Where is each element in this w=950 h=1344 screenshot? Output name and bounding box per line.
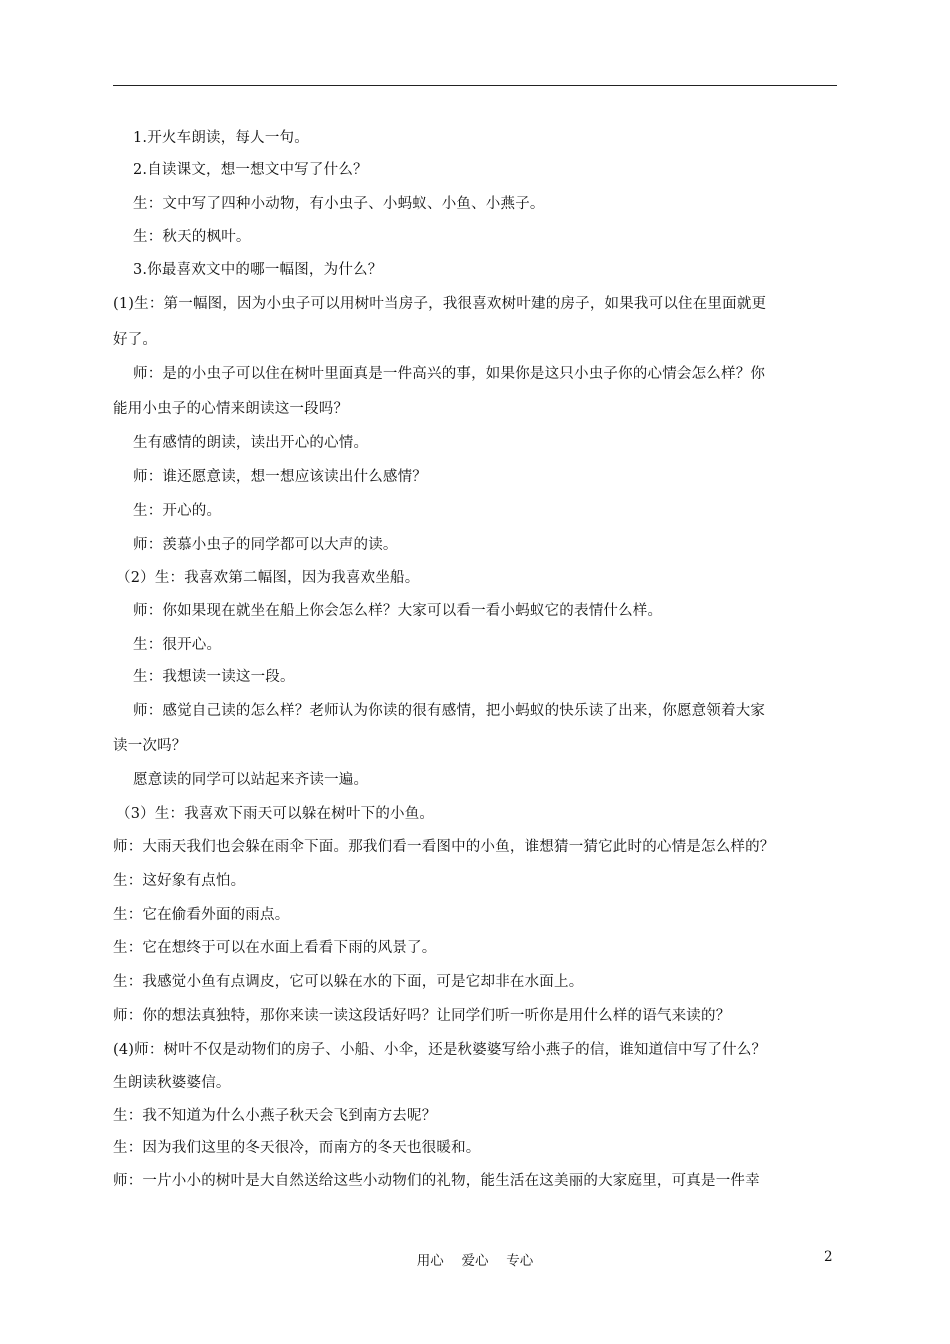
paragraph-line: 生朗读秋婆婆信。 <box>113 1075 231 1091</box>
paragraph-line: 生：我感觉小鱼有点调皮，它可以躲在水的下面，可是它却非在水面上。 <box>113 974 584 990</box>
paragraph-line: 能用小虫子的心情来朗读这一段吗？ <box>113 401 349 417</box>
paragraph-line: (1)生：第一幅图，因为小虫子可以用树叶当房子，我很喜欢树叶建的房子，如果我可以住在里面就更 <box>113 296 767 312</box>
paragraph-line: 生：很开心。 <box>133 637 222 653</box>
paragraph-line: 生：秋天的枫叶。 <box>133 229 251 245</box>
paragraph-line: 师：你的想法真独特，那你来读一读这段话好吗？让同学们听一听你是用什么样的语气来读的？ <box>113 1008 731 1024</box>
paragraph-line: 生：因为我们这里的冬天很冷，而南方的冬天也很暖和。 <box>113 1140 481 1156</box>
paragraph-line: 师：是的小虫子可以住在树叶里面真是一件高兴的事，如果你是这只小虫子你的心情会怎么样？你 <box>133 366 766 382</box>
paragraph-line: 生：我不知道为什么小燕子秋天会飞到南方去呢？ <box>113 1108 437 1124</box>
paragraph-line: 师：羡慕小虫子的同学都可以大声的读。 <box>133 537 398 553</box>
paragraph-line: 生有感情的朗读，读出开心的心情。 <box>133 435 369 451</box>
paragraph-line: 师：感觉自己读的怎么样？老师认为你读的很有感情，把小蚂蚁的快乐读了出来，你愿意领着大家 <box>133 703 766 719</box>
paragraph-line: 师：谁还愿意读，想一想应该读出什么感情？ <box>133 469 427 485</box>
paragraph-line: (4)师：树叶不仅是动物们的房子、小船、小伞，还是秋婆婆写给小燕子的信，谁知道信中写了什么？ <box>113 1042 767 1058</box>
paragraph-line: 1.开火车朗读，每人一句。 <box>133 130 309 146</box>
paragraph-line: 3.你最喜欢文中的哪一幅图，为什么？ <box>133 262 383 278</box>
paragraph-line: 2.自读课文，想一想文中写了什么？ <box>133 162 368 178</box>
paragraph-line: 师：你如果现在就坐在船上你会怎么样？大家可以看一看小蚂蚁它的表情什么样。 <box>133 603 663 619</box>
paragraph-line: 生：开心的。 <box>133 503 222 519</box>
paragraph-line: 师：一片小小的树叶是大自然送给这些小动物们的礼物，能生活在这美丽的大家庭里，可真是一件幸 <box>113 1173 760 1189</box>
paragraph-line: 生：我想读一读这一段。 <box>133 669 295 685</box>
paragraph-line: （3）生：我喜欢下雨天可以躲在树叶下的小鱼。 <box>116 806 435 822</box>
paragraph-line: 读一次吗？ <box>113 738 187 754</box>
paragraph-line: 生：它在偷看外面的雨点。 <box>113 907 290 923</box>
page-number: 2 <box>824 1249 833 1265</box>
paragraph-line: 生：文中写了四种小动物，有小虫子、小蚂蚁、小鱼、小燕子。 <box>133 196 545 212</box>
paragraph-line: 生：它在想终于可以在水面上看看下雨的风景了。 <box>113 940 437 956</box>
footer-motto: 用心 爱心 专心 <box>416 1253 534 1269</box>
paragraph-line: 师：大雨天我们也会躲在雨伞下面。那我们看一看图中的小鱼，谁想猜一猜它此时的心情是怎么样的？ <box>113 839 775 855</box>
paragraph-line: 愿意读的同学可以站起来齐读一遍。 <box>133 772 369 788</box>
paragraph-line: 好了。 <box>113 332 158 348</box>
paragraph-line: （2）生：我喜欢第二幅图，因为我喜欢坐船。 <box>116 570 420 586</box>
paragraph-line: 生：这好象有点怕。 <box>113 873 246 889</box>
